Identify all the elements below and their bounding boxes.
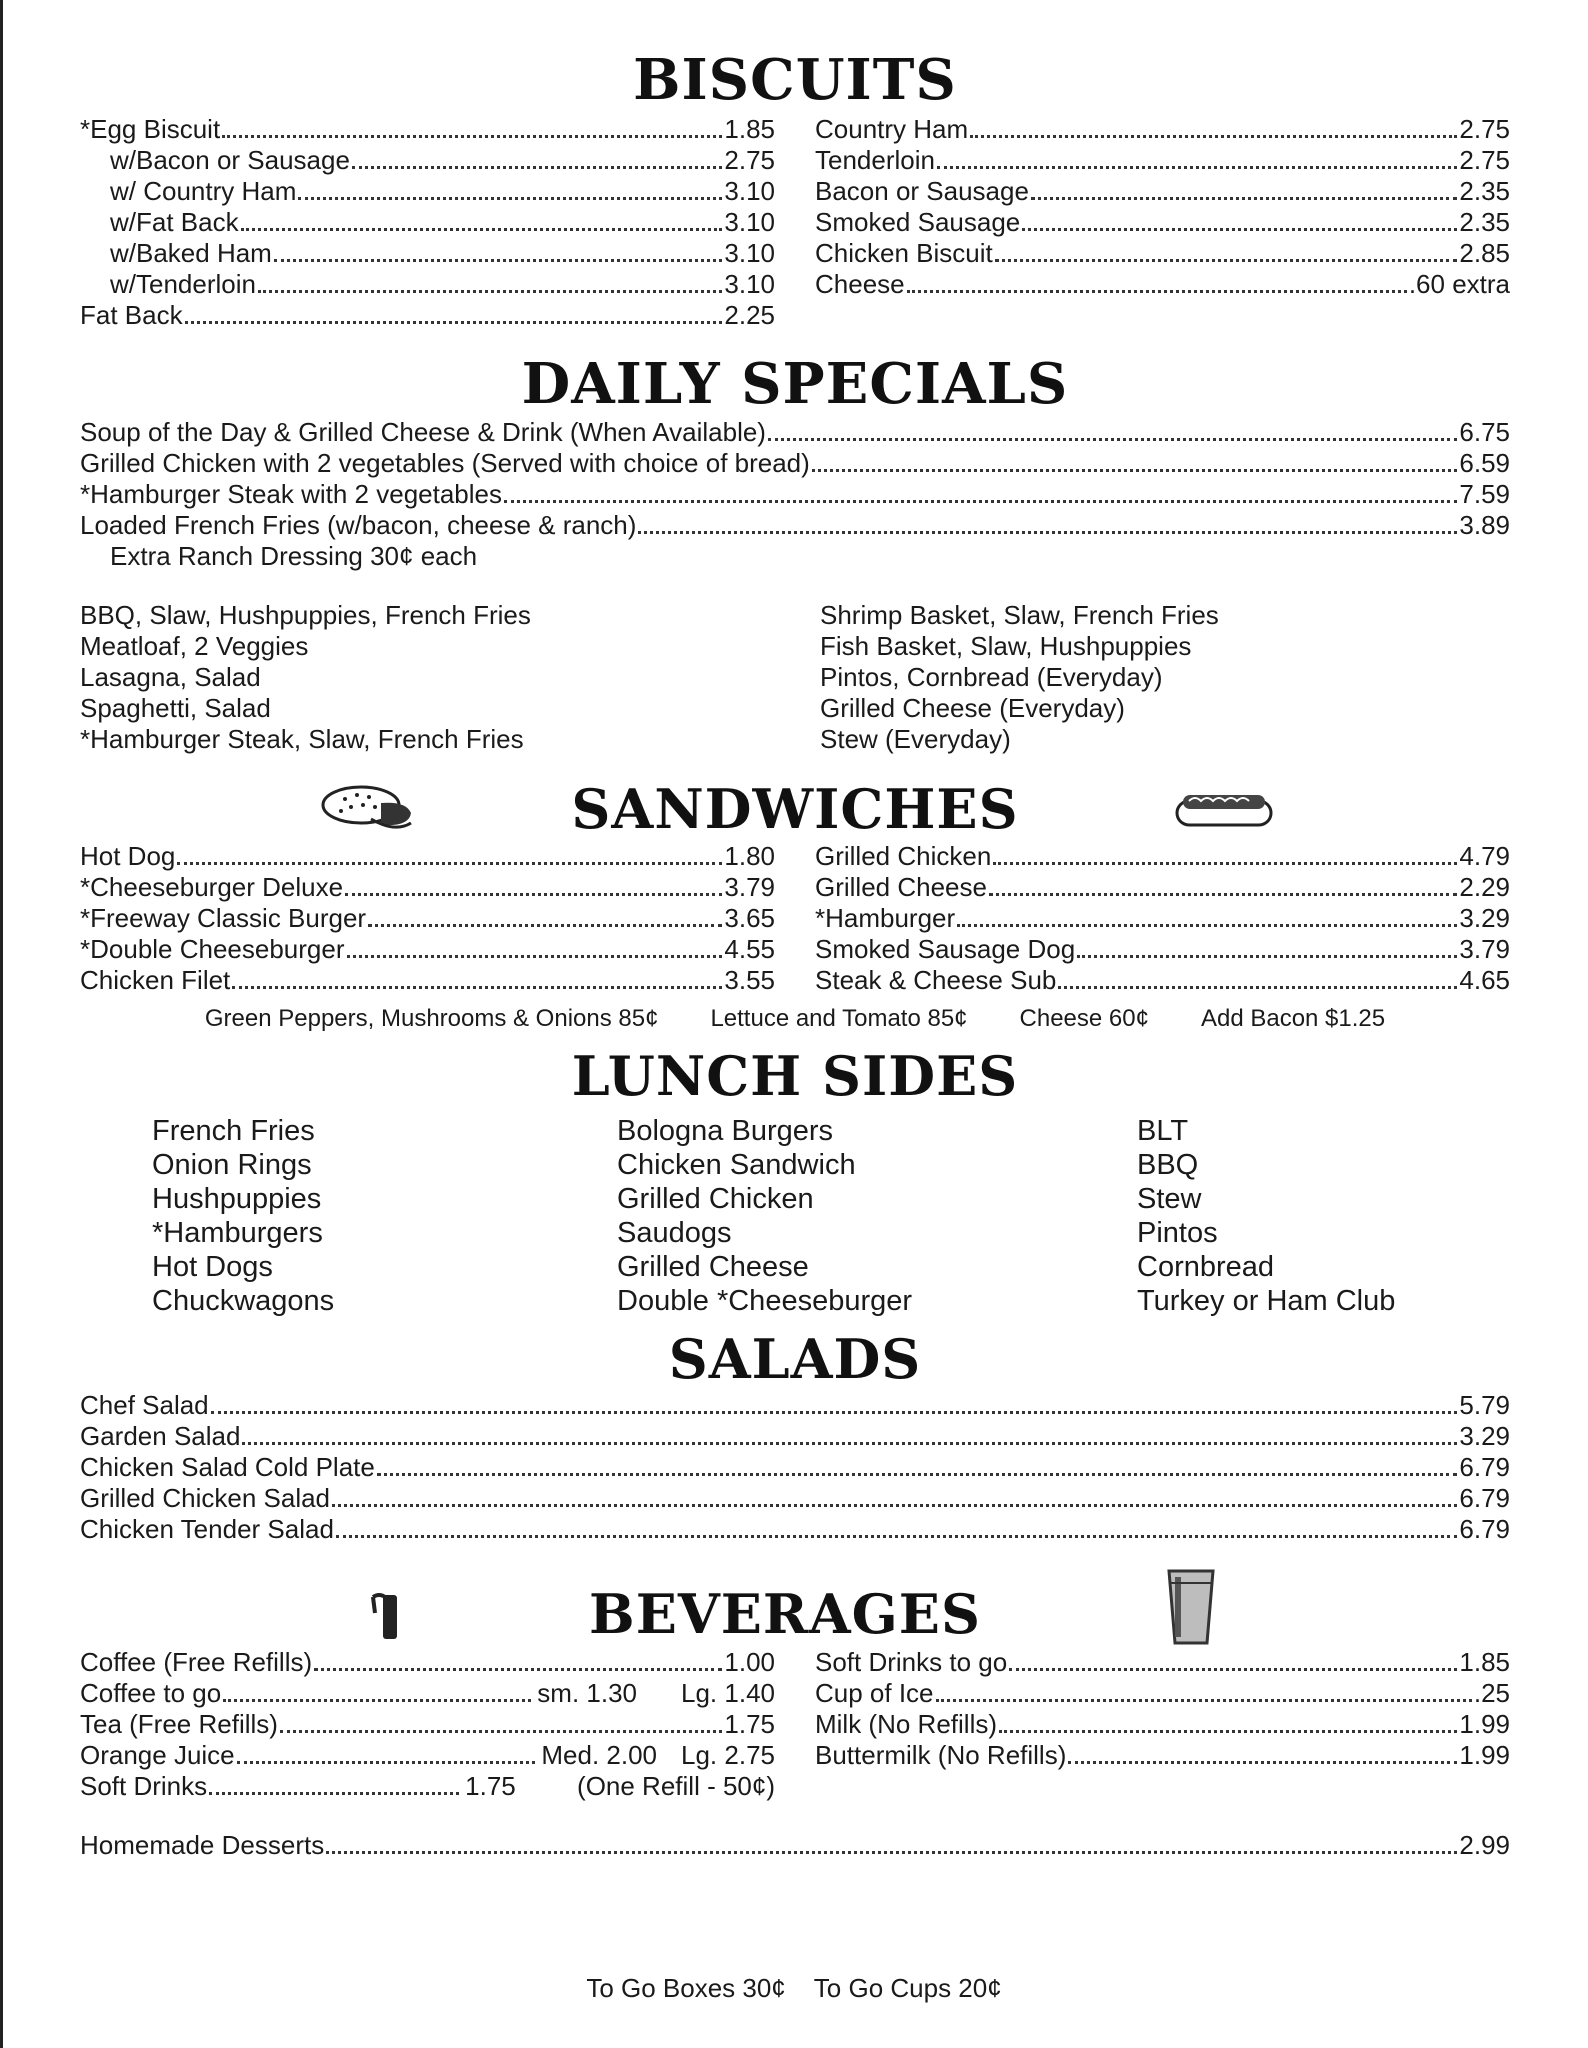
lunch-sides-heading: LUNCH SIDES [571, 1044, 1019, 1108]
leader-dots [345, 893, 722, 896]
item-price: 3.29 [1459, 903, 1510, 933]
sandwiches-right-column [815, 841, 1510, 996]
leader-dots [638, 531, 1457, 534]
item-price: .25 [1473, 1678, 1510, 1708]
list-item: Pintos, Cornbread (Everyday) [820, 662, 1163, 692]
item-price: 6.75 [1459, 417, 1510, 447]
salads-heading: SALADS [668, 1327, 922, 1391]
item-price: 1.85 [724, 114, 775, 144]
leader-dots [1009, 1668, 1457, 1671]
leader-dots [347, 955, 723, 958]
menu-item [80, 300, 775, 331]
list-item: Hushpuppies [152, 1183, 322, 1215]
menu-item [80, 1421, 1510, 1452]
leader-dots [185, 321, 723, 324]
desserts-item [80, 1830, 1510, 1861]
leader-dots [999, 1730, 1457, 1733]
menu-item [815, 114, 1510, 145]
burger-icon [311, 779, 421, 839]
combos-right-column [820, 600, 1510, 755]
list-item: Meatloaf, 2 Veggies [80, 631, 309, 661]
leader-dots [232, 986, 722, 989]
menu-item [80, 417, 1510, 448]
beverages-header [80, 1567, 1510, 1647]
item-price: 4.55 [724, 934, 775, 964]
menu-item [815, 1740, 1510, 1771]
menu-item [80, 1647, 775, 1678]
biscuits-heading: BISCUITS [633, 47, 957, 113]
item-name: *Egg Biscuit [80, 114, 221, 144]
item-name: Chicken Salad Cold Plate [80, 1452, 375, 1482]
item-name: w/Tenderloin [110, 269, 256, 299]
menu-page [80, 46, 1510, 1861]
item-name: Grilled Chicken with 2 vegetables (Served with choice of bread) [80, 448, 810, 478]
extra-item: Add Bacon $1.25 [1200, 1005, 1386, 1032]
menu-item [80, 114, 775, 145]
item-name: Tea (Free Refills) [80, 1709, 278, 1739]
leader-dots [995, 259, 1458, 262]
list-item: Grilled Cheese [617, 1251, 809, 1283]
list-item: Stew (Everyday) [820, 724, 1011, 754]
item-name: *Cheeseburger Deluxe [80, 872, 344, 902]
menu-item [80, 872, 775, 903]
list-item: Chicken Sandwich [617, 1149, 856, 1181]
menu-item [815, 1678, 1510, 1709]
leader-dots [237, 1761, 536, 1764]
leader-dots [812, 469, 1458, 472]
leader-dots [368, 924, 722, 927]
item-name: *Freeway Classic Burger [80, 903, 367, 933]
list-item: Grilled Chicken [617, 1183, 814, 1215]
item-name: Chicken Tender Salad [80, 1514, 334, 1544]
to-go-boxes: To Go Boxes 30¢ [586, 1973, 786, 2003]
to-go-cups: To Go Cups 20¢ [813, 1973, 1002, 2003]
item-price-large: Lg. 1.40 [681, 1678, 775, 1708]
leader-dots [177, 862, 722, 865]
sides-column-2 [617, 1114, 1137, 1318]
sandwiches-section [80, 841, 1510, 996]
list-item: BBQ, Slaw, Hushpuppies, French Fries [80, 600, 531, 630]
list-item: Hot Dogs [152, 1251, 273, 1283]
menu-item [815, 965, 1510, 996]
item-price: 6.79 [1459, 1483, 1510, 1513]
item-price: 1.99 [1459, 1709, 1510, 1739]
item-price: 2.75 [1459, 114, 1510, 144]
item-price: 2.35 [1459, 207, 1510, 237]
list-item: Saudogs [617, 1217, 732, 1249]
item-price: 3.89 [1459, 510, 1510, 540]
leader-dots [241, 228, 723, 231]
leader-dots [768, 438, 1457, 441]
item-price: 6.59 [1459, 448, 1510, 478]
sides-column-3 [1137, 1114, 1395, 1318]
menu-item [815, 903, 1510, 934]
biscuits-section [80, 114, 1510, 331]
leader-dots [907, 290, 1407, 293]
list-item: Turkey or Ham Club [1137, 1285, 1396, 1317]
item-price: 2.75 [1459, 145, 1510, 175]
daily-specials-section [80, 417, 1510, 755]
leader-dots [280, 1730, 722, 1733]
menu-item [80, 448, 1510, 479]
extra-item: Green Peppers, Mushrooms & Onions 85¢ [204, 1005, 659, 1032]
item-name: Tenderloin [815, 145, 935, 175]
list-item: French Fries [152, 1115, 315, 1147]
item-name: Soup of the Day & Grilled Cheese & Drink (When Available) [80, 417, 766, 447]
extra-item: Cheese 60¢ [1019, 1005, 1149, 1032]
leader-dots [1058, 986, 1457, 989]
salads-section [80, 1390, 1510, 1545]
list-item: Shrimp Basket, Slaw, French Fries [820, 600, 1219, 630]
menu-item [80, 841, 775, 872]
item-name: Homemade Desserts [80, 1830, 325, 1860]
item-name: w/Bacon or Sausage [110, 145, 350, 175]
list-item: BBQ [1137, 1149, 1199, 1181]
menu-item [80, 1678, 775, 1709]
leader-dots [211, 1411, 1458, 1414]
item-price: 3.29 [1459, 1421, 1510, 1451]
list-item: Stew [1137, 1183, 1202, 1215]
item-price: 1.00 [724, 1647, 775, 1677]
item-price: 3.10 [724, 238, 775, 268]
leader-dots [242, 1442, 1457, 1445]
menu-item [80, 1771, 775, 1802]
leader-dots [989, 893, 1457, 896]
item-price: 1.99 [1459, 1740, 1510, 1770]
item-name: Chicken Filet [80, 965, 231, 995]
menu-item [815, 145, 1510, 176]
item-name: Garden Salad [80, 1421, 241, 1451]
item-price: 2.29 [1459, 872, 1510, 902]
leader-dots [1068, 1761, 1457, 1764]
menu-item [815, 176, 1510, 207]
sides-column-1 [152, 1114, 617, 1318]
leader-dots [504, 500, 1457, 503]
list-item: *Hamburger Steak, Slaw, French Fries [80, 724, 524, 754]
leader-dots [222, 135, 722, 138]
item-name: Cup of Ice [815, 1678, 934, 1708]
list-item: Lasagna, Salad [80, 662, 261, 692]
item-name: w/Baked Ham [110, 238, 272, 268]
item-name: *Hamburger Steak with 2 vegetables [80, 479, 503, 509]
item-price: 6.79 [1459, 1452, 1510, 1482]
item-price: .60 extra [1408, 269, 1510, 299]
sandwiches-heading: SANDWICHES [571, 777, 1019, 841]
ranch-note: Extra Ranch Dressing 30¢ each [110, 541, 478, 571]
item-name: Soft Drinks [80, 1771, 208, 1801]
leader-dots [352, 166, 722, 169]
item-name: *Hamburger [815, 903, 956, 933]
list-item: Fish Basket, Slaw, Hushpuppies [820, 631, 1192, 661]
item-name: Milk (No Refills) [815, 1709, 997, 1739]
item-price: 1.80 [724, 841, 775, 871]
leader-dots [314, 1668, 722, 1671]
item-price: 3.10 [724, 176, 775, 206]
leader-dots [274, 259, 723, 262]
page-left-edge [0, 0, 3, 2048]
biscuits-left-column [80, 114, 775, 331]
menu-item [80, 903, 775, 934]
item-price: 1.75 [465, 1771, 516, 1801]
item-price: 3.10 [724, 269, 775, 299]
leader-dots [223, 1699, 531, 1702]
item-price: 3.79 [724, 872, 775, 902]
list-item: Grilled Cheese (Everyday) [820, 693, 1125, 723]
coffee-mug-icon [369, 1587, 429, 1647]
leader-dots [1031, 197, 1457, 200]
leader-dots [993, 862, 1457, 865]
list-item: Pintos [1137, 1217, 1218, 1249]
item-price: 2.25 [724, 300, 775, 330]
item-name: Hot Dog [80, 841, 176, 871]
menu-item [815, 269, 1510, 300]
sandwiches-left-column [80, 841, 775, 996]
to-go-footer [0, 1972, 1588, 2004]
lunch-sides-section [80, 1114, 1510, 1318]
leader-dots [937, 166, 1457, 169]
item-name: w/Fat Back [110, 207, 239, 237]
item-price: 4.79 [1459, 841, 1510, 871]
menu-item [80, 269, 775, 300]
item-name: Grilled Chicken [815, 841, 992, 871]
menu-item [80, 479, 1510, 510]
drink-glass-icon [1161, 1567, 1221, 1647]
item-price: 3.65 [724, 903, 775, 933]
item-name: Cheese [815, 269, 905, 299]
leader-dots [336, 1535, 1457, 1538]
item-price: 2.99 [1459, 1830, 1510, 1860]
beverages-right-column [815, 1647, 1510, 1802]
menu-item [80, 1709, 775, 1740]
menu-item [815, 1709, 1510, 1740]
leader-dots [377, 1473, 1458, 1476]
item-price: 1.85 [1459, 1647, 1510, 1677]
item-name: Coffee to go [80, 1678, 222, 1708]
menu-item [80, 176, 775, 207]
menu-item [80, 238, 775, 269]
item-price: 3.55 [724, 965, 775, 995]
beverages-left-column [80, 1647, 775, 1802]
item-name: Smoked Sausage Dog [815, 934, 1076, 964]
combos-left-column [80, 600, 780, 755]
biscuits-right-column [815, 114, 1510, 331]
item-price-small: sm. 1.30 [537, 1678, 638, 1708]
item-price: 6.79 [1459, 1514, 1510, 1544]
item-price: 3.10 [724, 207, 775, 237]
item-price-medium: Med. 2.00 [541, 1740, 658, 1770]
item-price: 1.75 [724, 1709, 775, 1739]
list-item: BLT [1137, 1115, 1189, 1147]
item-name: w/ Country Ham [110, 176, 297, 206]
item-name: Fat Back [80, 300, 183, 330]
menu-item [815, 934, 1510, 965]
daily-specials-heading: DAILY SPECIALS [521, 351, 1069, 417]
item-name: Loaded French Fries (w/bacon, cheese & ranch) [80, 510, 637, 540]
leader-dots [936, 1699, 1472, 1702]
item-name: Grilled Cheese [815, 872, 987, 902]
list-item: Spaghetti, Salad [80, 693, 271, 723]
item-name: Chicken Biscuit [815, 238, 993, 268]
menu-item [80, 145, 775, 176]
item-name: Chef Salad [80, 1390, 209, 1420]
item-price: 2.75 [724, 145, 775, 175]
leader-dots [258, 290, 722, 293]
leader-dots [298, 197, 722, 200]
list-item: Chuckwagons [152, 1285, 335, 1317]
item-name: *Double Cheeseburger [80, 934, 345, 964]
hot-dog-icon [1169, 779, 1279, 839]
menu-item [80, 510, 1510, 541]
menu-item [815, 238, 1510, 269]
beverages-heading: BEVERAGES [589, 1582, 981, 1646]
item-name: Soft Drinks to go [815, 1647, 1008, 1677]
item-name: Grilled Chicken Salad [80, 1483, 331, 1513]
list-item: *Hamburgers [152, 1217, 323, 1249]
sandwich-extras [80, 1002, 1510, 1036]
item-price: 3.79 [1459, 934, 1510, 964]
leader-dots [1077, 955, 1457, 958]
item-price: 2.35 [1459, 176, 1510, 206]
leader-dots [970, 135, 1457, 138]
menu-item [815, 872, 1510, 903]
menu-item [815, 207, 1510, 238]
menu-item [80, 1483, 1510, 1514]
list-item: Onion Rings [152, 1149, 312, 1181]
item-name: Orange Juice [80, 1740, 235, 1770]
item-price: 2.85 [1459, 238, 1510, 268]
item-price: 5.79 [1459, 1390, 1510, 1420]
menu-item [80, 1740, 775, 1771]
item-price: 4.65 [1459, 965, 1510, 995]
refill-note: (One Refill - 50¢) [577, 1771, 775, 1801]
leader-dots [209, 1792, 459, 1795]
menu-item [80, 965, 775, 996]
menu-item [80, 934, 775, 965]
menu-item [80, 1390, 1510, 1421]
item-name: Steak & Cheese Sub [815, 965, 1057, 995]
leader-dots [332, 1504, 1457, 1507]
daily-combos [80, 600, 1510, 755]
menu-item [80, 1452, 1510, 1483]
item-name: Bacon or Sausage [815, 176, 1029, 206]
beverages-section [80, 1647, 1510, 1802]
list-item: Bologna Burgers [617, 1115, 834, 1147]
menu-item [815, 1647, 1510, 1678]
item-name: Buttermilk (No Refills) [815, 1740, 1067, 1770]
item-price: 7.59 [1459, 479, 1510, 509]
leader-dots [1022, 228, 1457, 231]
leader-dots [957, 924, 1457, 927]
item-name: Smoked Sausage [815, 207, 1021, 237]
leader-dots [326, 1851, 1457, 1854]
item-price-large: Lg. 2.75 [681, 1740, 775, 1770]
menu-item [80, 1514, 1510, 1545]
list-item: Double *Cheeseburger [617, 1285, 913, 1317]
item-name: Coffee (Free Refills) [80, 1647, 313, 1677]
extra-item: Lettuce and Tomato 85¢ [710, 1005, 968, 1032]
list-item: Cornbread [1137, 1251, 1275, 1283]
item-name: Country Ham [815, 114, 969, 144]
menu-item [80, 207, 775, 238]
menu-item [815, 841, 1510, 872]
sandwiches-header [80, 777, 1510, 841]
